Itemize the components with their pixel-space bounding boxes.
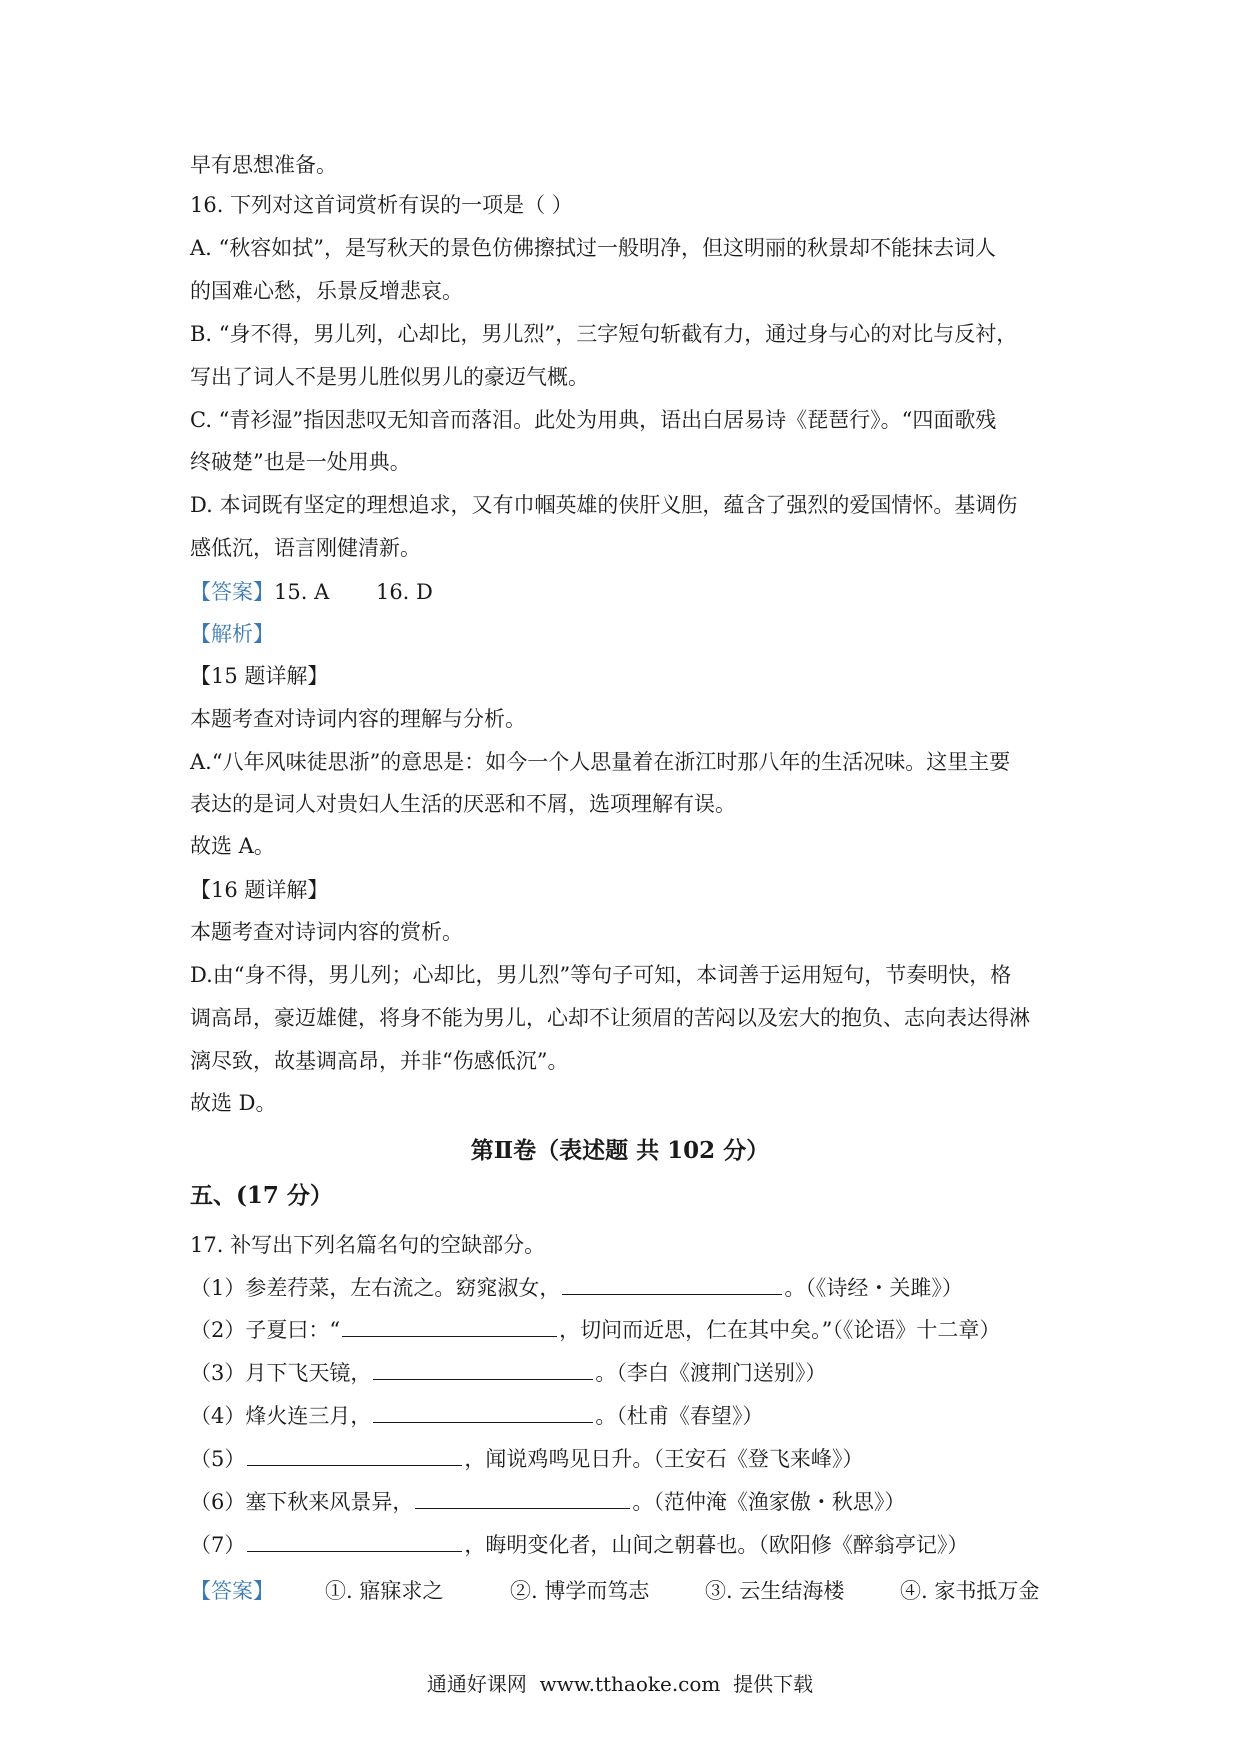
fill-blank-item	[190, 1529, 1060, 1560]
option-c-line-2: 终破楚”也是一处用典。	[190, 450, 411, 474]
answer-line	[190, 577, 1060, 607]
text-line: 早有思想准备。	[190, 153, 337, 177]
answer-item: ①. 寤寐求之	[325, 1579, 444, 1603]
part-title: 五、(17 分）	[190, 1182, 333, 1209]
item-text-before: （3）月下飞天镜，	[190, 1361, 372, 1385]
question-16-stem: 16. 下列对这首词赏析有误的一项是（ ）	[190, 193, 573, 217]
blank-answer-field[interactable]	[342, 1314, 557, 1337]
detail-16-line: 本题考查对诗词内容的赏析。	[190, 920, 463, 944]
answer-tag: 【答案】	[190, 580, 274, 604]
option-b-line-2: 写出了词人不是男儿胜似男儿的豪迈气概。	[190, 365, 589, 389]
answer-item: ②. 博学而笃志	[510, 1579, 650, 1603]
fill-blank-item	[190, 1486, 1060, 1517]
blank-answer-field[interactable]	[562, 1272, 782, 1295]
question-17-prompt: 17. 补写出下列名篇名句的空缺部分。	[190, 1233, 546, 1257]
item-text-before: （6）塞下秋来风景异，	[190, 1490, 414, 1514]
page-footer: 通通好课网 www.tthaoke.com 提供下载	[426, 1672, 814, 1696]
option-d-line-2: 感低沉，语言刚健清新。	[190, 536, 421, 560]
item-text-before: （7）	[190, 1533, 246, 1557]
fill-blank-item	[190, 1400, 1060, 1431]
detail-16-line: 故选 D。	[190, 1091, 277, 1115]
detail-15-line: 本题考查对诗词内容的理解与分析。	[190, 707, 526, 731]
blank-answer-field[interactable]	[247, 1529, 462, 1552]
item-text-before: （2）子夏曰：“	[190, 1318, 341, 1342]
detail-16-line: 漓尽致，故基调高昂，并非“伤感低沉”。	[190, 1049, 569, 1073]
section-title: 第Ⅱ卷（表述题 共 102 分）	[470, 1137, 770, 1164]
detail-15-heading: 【15 题详解】	[190, 664, 329, 688]
blank-answer-field[interactable]	[373, 1357, 593, 1380]
item-text-after: 。（杜甫《春望》）	[595, 1404, 764, 1428]
item-text-after: 。（范仲淹《渔家傲・秋思》）	[632, 1490, 906, 1514]
answer-item: ③. 云生结海楼	[705, 1579, 845, 1603]
option-a-line-1: A. “秋容如拭”，是写秋天的景色仿佛擦拭过一般明净，但这明丽的秋景却不能抹去词人	[190, 236, 996, 260]
item-text-before: （5）	[190, 1447, 246, 1471]
detail-16-heading: 【16 题详解】	[190, 878, 329, 902]
blank-answer-field[interactable]	[415, 1486, 630, 1509]
option-b-line-1: B. “身不得，男儿列，心却比，男儿烈”，三字短句斩截有力，通过身与心的对比与反衬，	[190, 322, 1018, 346]
answer-item: ④. 家书抵万金	[900, 1579, 1040, 1603]
detail-16-line: 调高昂，豪迈雄健，将身不能为男儿，心却不让须眉的苦闷以及宏大的抱负、志向表达得淋	[190, 1006, 1030, 1030]
detail-15-line: 表达的是词人对贵妇人生活的厌恶和不屑，选项理解有误。	[190, 792, 736, 816]
item-text-before: （4）烽火连三月，	[190, 1404, 372, 1428]
option-c-line-1: C. “青衫湿”指因悲叹无知音而落泪。此处为用典，语出白居易诗《琵琶行》。“四面歌残	[190, 408, 997, 432]
fill-blank-item	[190, 1314, 1060, 1345]
blank-answer-field[interactable]	[247, 1443, 462, 1466]
item-text-after: 。（李白《渡荆门送别》）	[595, 1361, 827, 1385]
answer-tag: 【答案】	[190, 1579, 274, 1603]
option-a-line-2: 的国难心愁，乐景反增悲哀。	[190, 279, 463, 303]
blank-answer-field[interactable]	[373, 1400, 593, 1423]
option-d-line-1: D. 本词既有坚定的理想追求，又有巾帼英雄的侠肝义胆，蕴含了强烈的爱国情怀。基调伤	[190, 493, 1018, 517]
fill-blank-item	[190, 1272, 1060, 1303]
detail-15-line: 故选 A。	[190, 834, 275, 858]
detail-15-line: A.“八年风味徒思浙”的意思是：如今一个人思量着在浙江时那八年的生活况味。这里主要	[190, 750, 1011, 774]
analysis-tag: 【解析】	[190, 622, 274, 646]
item-text-after: ，晦明变化者，山间之朝暮也。（欧阳修《醉翁亭记》）	[464, 1533, 969, 1557]
item-text-after: 。（《诗经・关雎》）	[784, 1276, 963, 1300]
fill-blank-item	[190, 1443, 1060, 1474]
item-text-before: （1）参差荇菜，左右流之。窈窕淑女，	[190, 1276, 561, 1300]
detail-16-line: D.由“身不得，男儿列；心却比，男儿烈”等句子可知，本词善于运用短句，节奏明快，格	[190, 963, 1012, 987]
fill-blank-item	[190, 1357, 1060, 1388]
item-text-after: ，闻说鸡鸣见日升。（王安石《登飞来峰》）	[464, 1447, 864, 1471]
item-text-after: ，切问而近思，仁在其中矣。”（《论语》十二章）	[559, 1318, 1001, 1342]
answer-text: 15. A 16. D	[274, 580, 433, 604]
